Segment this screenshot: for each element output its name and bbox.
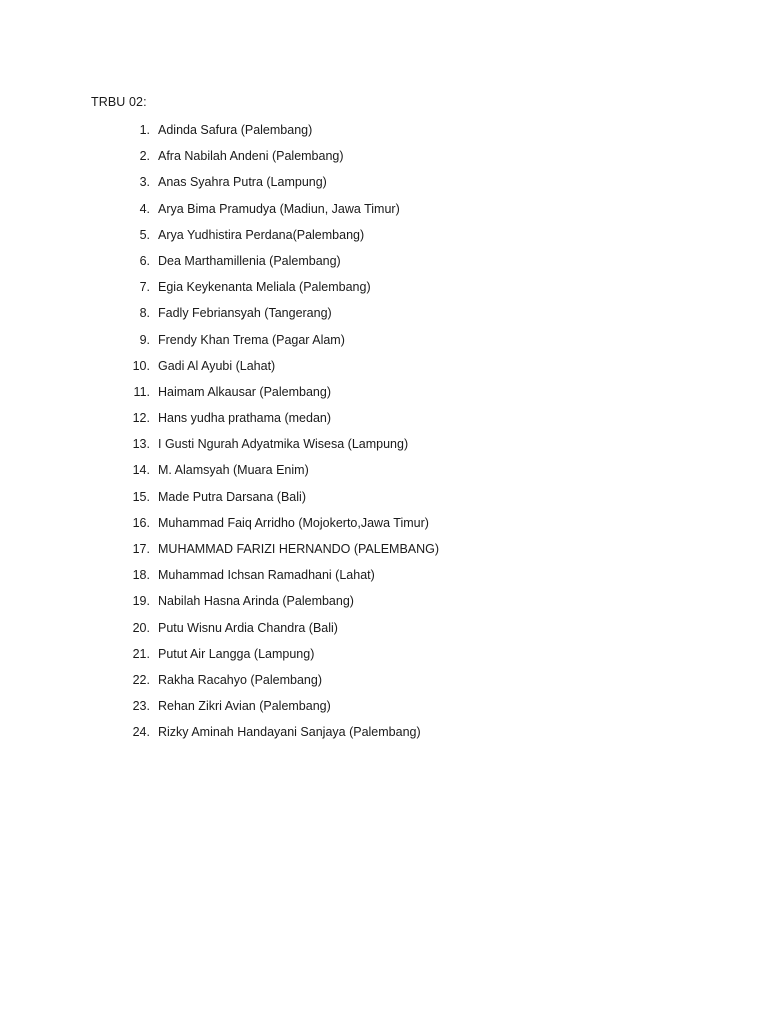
list-item-text: M. Alamsyah (Muara Enim) — [158, 463, 309, 478]
list-item-text: Gadi Al Ayubi (Lahat) — [158, 358, 276, 373]
list-item-number: 22. — [132, 672, 150, 687]
list-item-text: MUHAMMAD FARIZI HERNANDO (PALEMBANG) — [158, 542, 440, 556]
document-title: TRBU 02: — [91, 95, 147, 109]
list-item-text: Muhammad Ichsan Ramadhani (Lahat) — [158, 568, 375, 583]
list-item-text: Adinda Safura (Palembang) — [158, 123, 313, 137]
list-item-text: Haimam Alkausar (Palembang) — [158, 384, 331, 399]
list-item-number: 7. — [139, 280, 150, 295]
list-item-number: 14. — [132, 463, 150, 478]
list-item-number: 8. — [139, 306, 150, 321]
list-item-number: 16. — [132, 515, 150, 530]
list-item-number: 5. — [139, 227, 150, 242]
list-item-number: 9. — [139, 332, 150, 347]
list-item-text: Nabilah Hasna Arinda (Palembang) — [158, 594, 354, 609]
list-item-text: I Gusti Ngurah Adyatmika Wisesa (Lampung) — [158, 437, 409, 452]
list-item-text: Hans yudha prathama (medan) — [158, 411, 332, 426]
list-item-number: 6. — [139, 253, 150, 268]
list-item-text: Fadly Febriansyah (Tangerang) — [158, 306, 332, 321]
list-item-text: Dea Marthamillenia (Palembang) — [158, 253, 341, 268]
list-item-number: 21. — [132, 646, 150, 661]
list-item-number: 3. — [139, 175, 150, 190]
list-item-text: Rehan Zikri Avian (Palembang) — [158, 699, 331, 714]
list-item-text: Frendy Khan Trema (Pagar Alam) — [158, 332, 345, 347]
list-item-number: 23. — [132, 699, 150, 714]
list-item-text: Rizky Aminah Handayani Sanjaya (Palembang) — [158, 725, 421, 740]
list-item-number: 10. — [132, 358, 150, 373]
list-item-number: 15. — [132, 489, 150, 504]
list-item-number: 17. — [132, 542, 150, 556]
list-item-number: 20. — [132, 620, 150, 635]
list-item-number: 19. — [132, 594, 150, 609]
list-item-text: Muhammad Faiq Arridho (Mojokerto,Jawa Timur) — [158, 515, 429, 530]
list-item-number: 2. — [139, 149, 150, 164]
list-item-text: Egia Keykenanta Meliala (Palembang) — [158, 280, 371, 295]
list-item-text: Anas Syahra Putra (Lampung) — [158, 175, 327, 190]
list-item-number: 4. — [139, 201, 150, 216]
list-item-text: Putu Wisnu Ardia Chandra (Bali) — [158, 620, 338, 635]
list-item-number: 18. — [132, 568, 150, 583]
list-item-text: Afra Nabilah Andeni (Palembang) — [158, 149, 344, 164]
list-item-number: 13. — [132, 437, 150, 452]
list-item-number: 12. — [132, 411, 150, 426]
list-item-text: Rakha Racahyo (Palembang) — [158, 672, 322, 687]
list-item-text: Putut Air Langga (Lampung) — [158, 646, 315, 661]
list-item-number: 24. — [132, 725, 150, 740]
list-item-number: 1. — [139, 123, 150, 137]
list-item-number: 11. — [133, 384, 150, 399]
list-item-text: Made Putra Darsana (Bali) — [158, 489, 306, 504]
list-item-text: Arya Bima Pramudya (Madiun, Jawa Timur) — [158, 201, 400, 216]
list-item-text: Arya Yudhistira Perdana(Palembang) — [158, 227, 365, 242]
